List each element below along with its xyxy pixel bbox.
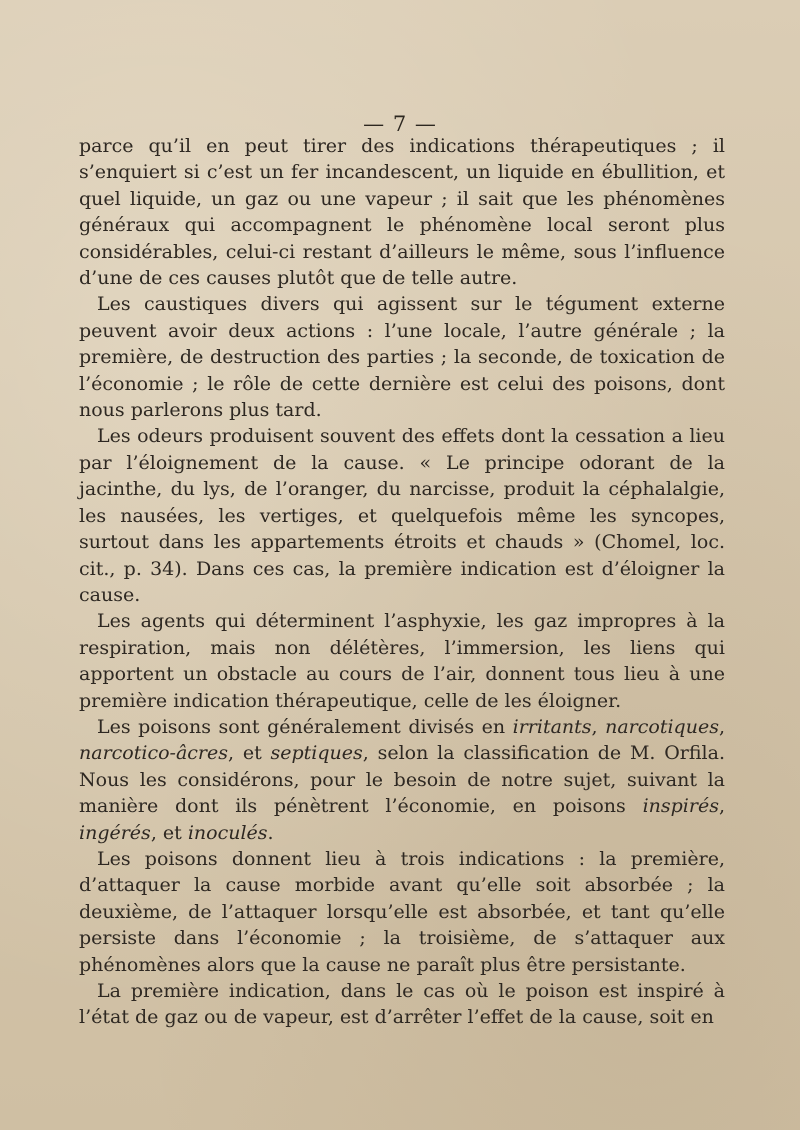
p5-italic-narcotiques: narcotiques	[605, 715, 719, 738]
p5-text-6: ,	[718, 795, 725, 818]
p5-italic-narcotico-acres: narcotico-âcres	[79, 742, 228, 765]
body-text	[79, 133, 725, 1031]
paragraph-3: Les odeurs produisent souvent des effets dont la cessation a lieu par l’éloignement de la cause. « Le principe odorant de la jacinthe, du lys, de l’oranger, du narcisse, produit la céphalalgie, les nausées, les vertiges, et quelquefois même les syncopes, surtout dans les appartements étroits et chauds » (Chomel, loc. cit., p. 34). Dans ces cas, la première indication est d’éloigner la cause.	[79, 425, 725, 606]
paragraph-7: La première indication, dans le cas où le poison est inspiré à l’état de gaz ou de vapeur, est d’arrêter l’effet de la cause, soit en	[79, 980, 725, 1029]
p5-text-8: .	[267, 821, 274, 844]
paragraph-5	[79, 714, 725, 846]
p5-text-4: , et	[228, 742, 271, 765]
page-number: — 7 —	[363, 112, 437, 136]
p5-text-7: , et	[150, 821, 188, 844]
p5-text-1: Les poisons sont généralement divisés en	[97, 715, 513, 738]
paragraph-6: Les poisons donnent lieu à trois indications : la première, d’attaquer la cause morbide avant qu’elle soit absorbée ; la deuxième, de l’attaquer lorsqu’elle est absorbée, et tant qu’elle persiste dans l’économie ; la troisième, de s’attaquer aux phénomènes alors que la cause ne paraît plus être persistante.	[79, 847, 725, 976]
paragraph-1: parce qu’il en peut tirer des indications thérapeutiques ; il s’enquiert si c’est un fer incandescent, un liquide en ébullition, et quel liquide, un gaz ou une vapeur ; il sait que les phénomènes généraux qui accompagnent le phénomène local seront plus considérables, celui-ci restant d’ailleurs le même, sous l’influence d’une de ces causes plutôt que de telle autre.	[79, 135, 725, 290]
p5-italic-irritants: irritants	[512, 715, 592, 738]
p5-italic-inspires: inspirés	[642, 795, 719, 818]
p5-italic-ingeres: ingérés	[79, 821, 151, 844]
p5-text-5: , selon la classification de M. Orfila. Nous les considérons, pour le besoin de notre sujet, suivant la manière dont ils pénètrent l’économie, en poisons	[79, 742, 725, 818]
p5-text-3: ,	[718, 715, 725, 738]
p5-italic-inocules: inoculés	[187, 821, 268, 844]
paragraph-2: Les caustiques divers qui agissent sur le tégument externe peuvent avoir deux actions : l’une locale, l’autre générale ; la première, de destruction des parties ; la seconde, de toxication de l’économie ; le rôle de cette dernière est celui des poisons, dont nous parlerons plus tard.	[79, 293, 725, 422]
p5-text-2: ,	[591, 715, 606, 738]
p5-italic-septiques: septiques	[270, 742, 363, 765]
paragraph-4: Les agents qui déterminent l’asphyxie, les gaz impropres à la respiration, mais non délétères, l’immersion, les liens qui apportent un obstacle au cours de l’air, donnent tous lieu à une première indication thérapeutique, celle de les éloigner.	[79, 610, 725, 712]
